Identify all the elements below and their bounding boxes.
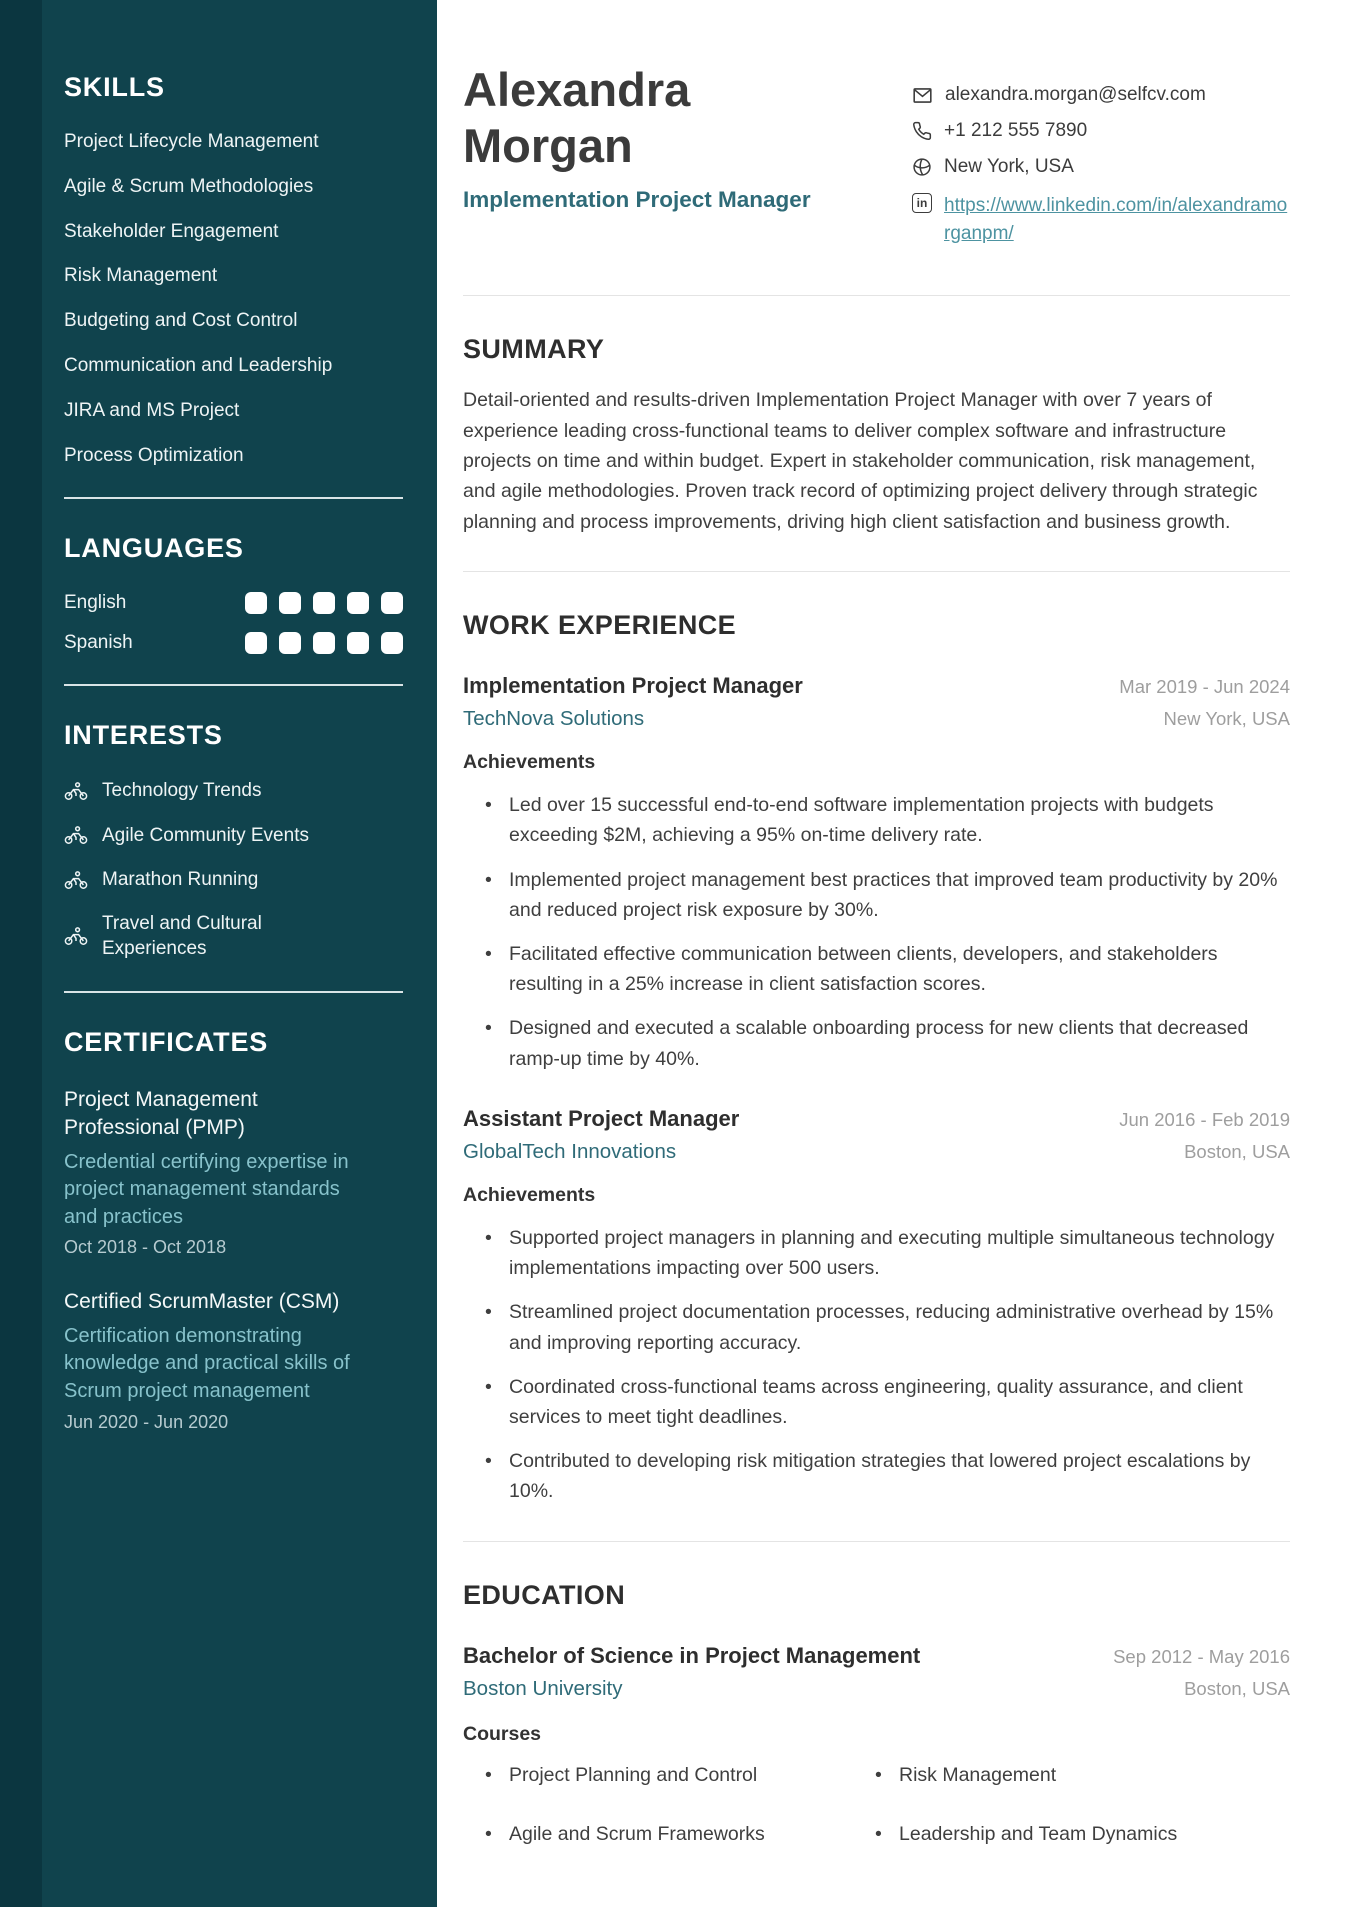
interest-item — [64, 912, 339, 961]
skill-item: Risk Management — [64, 265, 218, 287]
skills-heading: SKILLS — [64, 72, 165, 102]
education-location: Boston, USA — [1184, 1677, 1290, 1699]
level-square — [313, 632, 335, 654]
certificate-dates: Jun 2020 - Jun 2020 — [64, 1411, 229, 1432]
level-square — [381, 632, 403, 654]
skill-item: Process Optimization — [64, 444, 244, 466]
job-entry — [463, 673, 1290, 1074]
degree-title: Bachelor of Science in Project Management — [463, 1642, 921, 1668]
interest-label: Travel and Cultural Experiences — [102, 913, 262, 959]
achievement-item: • Facilitated effective communication between clients, developers, and stakeholders resulting in a 25% increase in client satisfaction scores. — [463, 939, 1290, 999]
job-dates: Mar 2019 - Jun 2024 — [1119, 676, 1290, 698]
contact-email: alexandra.morgan@selfcv.com — [945, 84, 1206, 105]
certificate-description: Credential certifying expertise in project management standards and practices — [64, 1150, 349, 1228]
education-heading: EDUCATION — [463, 1579, 626, 1610]
summary-section — [463, 334, 1290, 537]
job-company: GlobalTech Innovations — [463, 1139, 677, 1163]
course-item: • Risk Management — [853, 1764, 1290, 1787]
cyclist-icon — [64, 782, 88, 801]
contact-phone-row — [912, 120, 1290, 142]
level-square — [347, 632, 369, 654]
certificate-item — [64, 1086, 403, 1258]
degree-row — [463, 1643, 1290, 1669]
education-dates: Sep 2012 - May 2016 — [1113, 1645, 1290, 1667]
sidebar-divider — [64, 991, 403, 993]
courses-label: Courses — [463, 1722, 542, 1745]
interest-item — [64, 824, 339, 848]
summary-heading: SUMMARY — [463, 334, 605, 365]
course-item: • Leadership and Team Dynamics — [853, 1823, 1290, 1846]
linkedin-link[interactable]: https://www.linkedin.com/in/alexandramorganpm/ — [944, 195, 1288, 244]
achievements-label: Achievements — [463, 1183, 596, 1206]
person-title: Implementation Project Manager — [463, 186, 811, 212]
languages-heading: LANGUAGES — [64, 533, 244, 564]
section-divider — [463, 1541, 1290, 1542]
job-entry — [463, 1106, 1290, 1507]
level-square — [245, 592, 267, 614]
contact-location-row — [912, 156, 1290, 178]
contact-block — [912, 84, 1290, 261]
achievement-item: • Implemented project management best practices that improved team productivity by 20% and reduced project risk exposure by 30%. — [463, 865, 1290, 925]
course-item: • Project Planning and Control — [463, 1764, 853, 1787]
main-content — [437, 0, 1350, 1907]
interests-section — [64, 720, 403, 961]
level-square — [313, 592, 335, 614]
achievement-item: • Led over 15 successful end-to-end software implementation projects with budgets exceeding $2M, achieving a 95% on-time delivery rate. — [463, 790, 1290, 850]
contact-location: New York, USA — [944, 156, 1074, 177]
languages-section — [64, 533, 403, 654]
level-square — [279, 592, 301, 614]
work-experience-section — [463, 610, 1290, 1507]
level-square — [381, 592, 403, 614]
languages-list — [64, 592, 403, 654]
certificate-name: Certified ScrumMaster (CSM) — [64, 1290, 340, 1314]
contact-phone: +1 212 555 7890 — [944, 120, 1088, 141]
level-square — [347, 592, 369, 614]
cyclist-icon — [64, 871, 88, 890]
skill-item: Project Lifecycle Management — [64, 131, 319, 152]
interests-heading: INTERESTS — [64, 720, 223, 751]
phone-icon — [912, 121, 932, 141]
achievement-item: • Contributed to developing risk mitigation strategies that lowered project escalations by 10%. — [463, 1446, 1290, 1506]
job-company: TechNova Solutions — [463, 707, 645, 731]
contact-email-row — [912, 84, 1290, 106]
education-entry — [463, 1643, 1290, 1846]
sidebar-edge-strip — [0, 0, 42, 1907]
skills-list — [64, 131, 403, 467]
language-row — [64, 592, 403, 614]
language-level-squares — [245, 592, 403, 614]
achievement-item: • Supported project managers in planning and executing multiple simultaneous technology implementations impacting over 500 users. — [463, 1223, 1290, 1283]
achievements-label: Achievements — [463, 751, 596, 774]
language-name: English — [64, 592, 127, 614]
achievement-item: • Streamlined project documentation processes, reducing administrative overhead by 15% and improving reporting accuracy. — [463, 1297, 1290, 1357]
contact-linkedin-row — [912, 192, 1290, 247]
school-name: Boston University — [463, 1676, 623, 1700]
achievement-item: • Designed and executed a scalable onboarding process for new clients that decreased ramp-up time by 40%. — [463, 1013, 1290, 1073]
interests-list — [64, 779, 403, 961]
job-dates: Jun 2016 - Feb 2019 — [1119, 1108, 1290, 1130]
job-location: New York, USA — [1163, 708, 1290, 730]
section-divider — [463, 295, 1290, 296]
job-company-row — [463, 1132, 1290, 1164]
cyclist-icon — [64, 927, 88, 946]
job-location: Boston, USA — [1184, 1140, 1290, 1162]
job-title: Implementation Project Manager — [463, 673, 803, 699]
school-row — [463, 1669, 1290, 1701]
interest-label: Marathon Running — [102, 869, 259, 890]
level-square — [279, 632, 301, 654]
cyclist-icon — [64, 826, 88, 845]
person-name: Alexandra Morgan — [463, 63, 691, 173]
job-title: Assistant Project Manager — [463, 1105, 740, 1131]
envelope-icon — [912, 85, 933, 106]
sidebar-divider — [64, 684, 403, 686]
work-experience-heading: WORK EXPERIENCE — [463, 610, 737, 641]
skill-item: JIRA and MS Project — [64, 399, 240, 421]
certificate-description: Certification demonstrating knowledge and practical skills of Scrum project management — [64, 1324, 350, 1402]
skills-section — [64, 72, 403, 467]
skill-item: Agile & Scrum Methodologies — [64, 175, 314, 197]
interest-label: Technology Trends — [102, 780, 262, 802]
interest-label: Agile Community Events — [102, 824, 309, 846]
skill-item: Communication and Leadership — [64, 354, 333, 376]
achievements-list — [463, 790, 1290, 1074]
skill-item: Budgeting and Cost Control — [64, 310, 298, 332]
job-company-row — [463, 699, 1290, 731]
language-row — [64, 632, 403, 654]
interest-item — [64, 779, 339, 803]
sidebar-divider — [64, 497, 403, 499]
level-square — [245, 632, 267, 654]
header — [463, 62, 1290, 261]
certificates-section — [64, 1027, 403, 1433]
certificates-list — [64, 1086, 403, 1433]
language-name: Spanish — [64, 632, 133, 654]
job-title-row — [463, 1106, 1290, 1132]
course-item: • Agile and Scrum Frameworks — [463, 1823, 853, 1846]
sidebar — [0, 0, 437, 1907]
achievement-item: • Coordinated cross-functional teams across engineering, quality assurance, and client services to meet tight deadlines. — [463, 1372, 1290, 1432]
certificate-item — [64, 1288, 403, 1432]
section-divider — [463, 571, 1290, 572]
skill-item: Stakeholder Engagement — [64, 220, 279, 242]
courses-list — [463, 1764, 1290, 1846]
name-block — [463, 62, 813, 261]
linkedin-icon: in — [912, 193, 932, 213]
interest-item — [64, 868, 339, 892]
language-level-squares — [245, 632, 403, 654]
certificate-name: Project Management Professional (PMP) — [64, 1087, 258, 1140]
certificates-heading: CERTIFICATES — [64, 1026, 269, 1057]
achievements-list — [463, 1223, 1290, 1507]
summary-text: Detail-oriented and results-driven Implementation Project Manager with over 7 years of experience leading cross-functional teams to deliver complex software and infrastructure projects on time and within budget. Expert in stakeholder communication, risk management, and agile methodologies. Proven track record of optimizing project delivery through strategic planning and process improvements, driving high client satisfaction and business growth. — [463, 389, 1258, 533]
education-section — [463, 1580, 1290, 1846]
job-title-row — [463, 673, 1290, 699]
globe-icon — [912, 157, 932, 177]
certificate-dates: Oct 2018 - Oct 2018 — [64, 1237, 227, 1258]
